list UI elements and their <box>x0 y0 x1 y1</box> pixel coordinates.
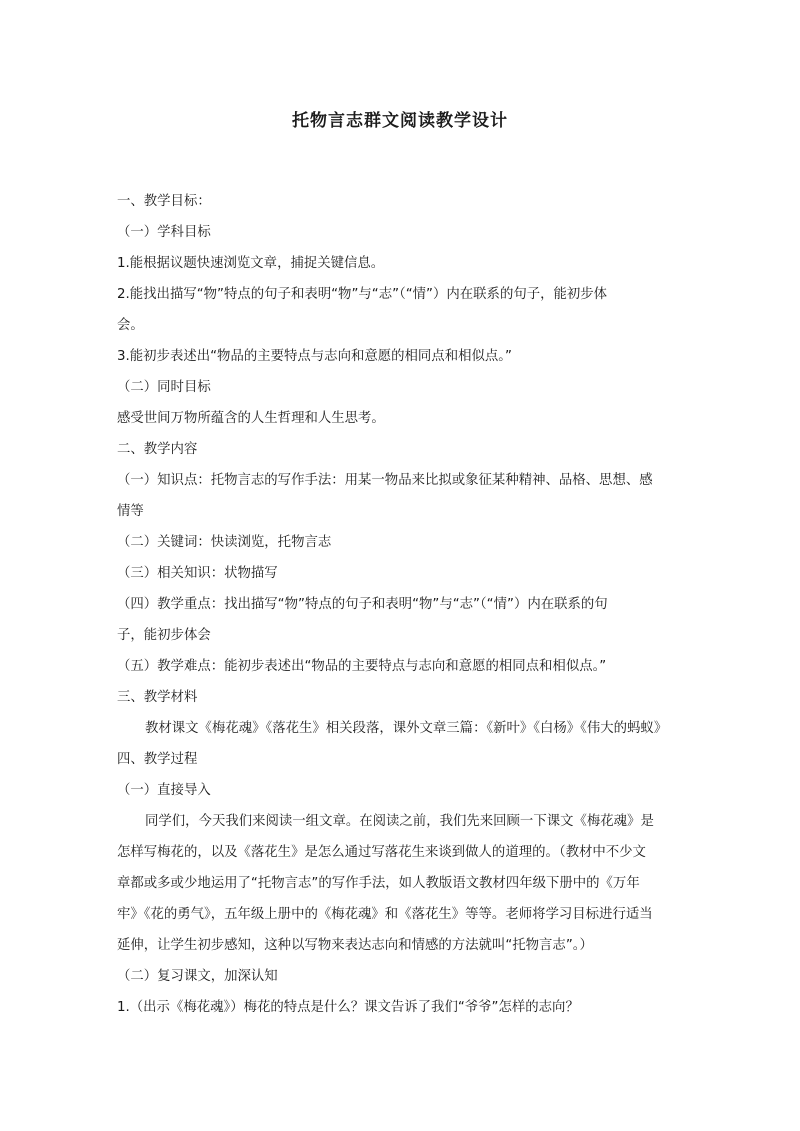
subsection-heading-review: （二）复习课文，加深认知 <box>117 969 278 984</box>
introduction-paragraph-line-2: 怎样写梅花的，以及《落花生》是怎么通过写落花生来谈到做人的道理的。（教材中不少文 <box>117 845 646 860</box>
goal-item-2-line-1: 2.能找出描写“物”特点的句子和表明“物”与“志”（“情”）内在联系的句子，能初步体 <box>117 287 608 302</box>
section-heading-content: 二、教学内容 <box>117 442 198 457</box>
section-heading-materials: 三、教学材料 <box>117 690 198 705</box>
goal-item-3: 3.能初步表述出“物品的主要特点与志向和意愿的相同点和相似点。” <box>117 349 512 364</box>
review-question-1: 1.（出示《梅花魂》）梅花的特点是什么？课文告诉了我们“爷爷”怎样的志向？ <box>117 1000 579 1015</box>
subsection-heading-concurrent-goals: （二）同时目标 <box>117 380 211 395</box>
subsection-heading-subject-goals: （一）学科目标 <box>117 225 211 240</box>
content-related-knowledge: （三）相关知识：状物描写 <box>117 566 278 581</box>
introduction-paragraph-line-4: 牢》《花的勇气》，五年级上册中的《梅花魂》和《落花生》等等。老师将学习目标进行适当 <box>117 907 653 922</box>
content-key-point-line-2: 子，能初步体会 <box>117 628 211 643</box>
content-knowledge-line-1: （一）知识点：托物言志的写作手法：用某一物品来比拟或象征某种精神、品格、思想、感 <box>117 473 653 488</box>
section-heading-process: 四、教学过程 <box>117 752 198 767</box>
goal-item-2-line-2: 会。 <box>117 318 144 333</box>
section-heading-objectives: 一、教学目标： <box>117 194 211 209</box>
content-knowledge-line-2: 情等 <box>117 504 144 519</box>
introduction-paragraph-line-5: 延伸，让学生初步感知，这种以写物来表达志向和情感的方法就叫“托物言志”。） <box>117 938 593 953</box>
document-title: 托物言志群文阅读教学设计 <box>292 111 508 131</box>
content-difficult-point: （五）教学难点：能初步表述出“物品的主要特点与志向和意愿的相同点和相似点。” <box>117 659 607 674</box>
content-key-point-line-1: （四）教学重点：找出描写“物”特点的句子和表明“物”与“志”（“情”）内在联系的句 <box>117 597 608 612</box>
document-body <box>117 186 687 1023</box>
content-keywords: （二）关键词：快读浏览，托物言志 <box>117 535 332 550</box>
goal-item-1: 1.能根据议题快速浏览文章，捕捉关键信息。 <box>117 256 385 271</box>
materials-text: 教材课文《梅花魂》《落花生》相关段落，课外文章三篇：《新叶》《白杨》《伟大的蚂蚁》 <box>145 721 668 736</box>
concurrent-goal-text: 感受世间万物所蕴含的人生哲理和人生思考。 <box>117 411 385 426</box>
introduction-paragraph-line-1: 同学们，今天我们来阅读一组文章。在阅读之前，我们先来回顾一下课文《梅花魂》是 <box>145 814 654 829</box>
introduction-paragraph-line-3: 章都或多或少地运用了“托物言志”的写作手法，如人教版语文教材四年级下册中的《万年 <box>117 876 640 891</box>
subsection-heading-introduction: （一）直接导入 <box>117 783 211 798</box>
